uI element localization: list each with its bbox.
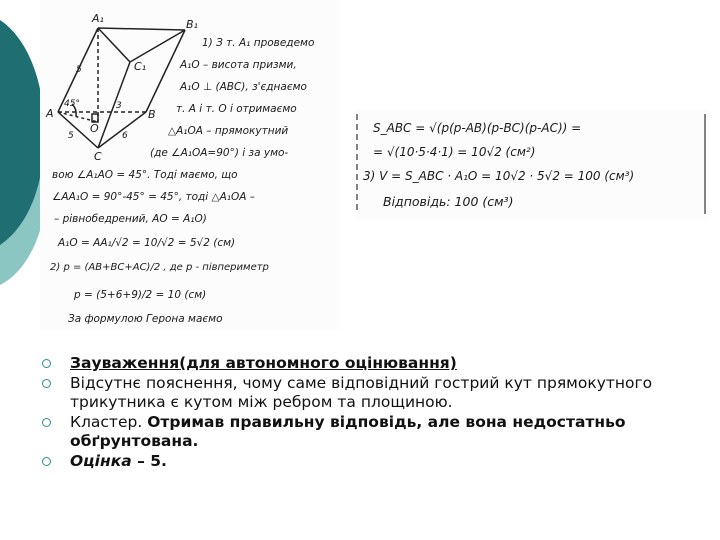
formula-line-3: 3) V = S_ABC · A₁O = 10√2 · 5√2 = 100 (см³): [363, 169, 635, 183]
label-edge-3: 3: [116, 101, 122, 111]
scan-line-4: т. A і т. O і отримаємо: [176, 103, 297, 115]
label-b1: B₁: [186, 18, 198, 31]
scan-line-12: p = (5+6+9)/2 = 10 (см): [74, 289, 207, 301]
notes-list: [42, 354, 712, 472]
note-cluster-verdict: Отримав правильну відповідь, але вона недостатньо обґрунтована.: [70, 413, 626, 450]
grade-value: – 5.: [131, 452, 167, 470]
label-edge-6: 6: [122, 131, 128, 141]
label-angle: 45°: [64, 99, 80, 109]
scan-line-7: вою ∠A₁AO = 45°. Тоді маємо, що: [52, 169, 238, 181]
note-cluster-label: Кластер.: [70, 413, 148, 431]
label-o: O: [90, 122, 99, 135]
formula-line-1: S_ABC = √(p(p-AB)(p-BC)(p-AC)) =: [373, 121, 582, 135]
prism-figure: [58, 28, 185, 148]
scan-line-2: A₁O – висота призми,: [180, 59, 297, 71]
note-item-grade: [42, 452, 712, 471]
label-b: B: [148, 108, 156, 121]
scanned-solution-left: [40, 0, 340, 330]
bullet-circle-icon: [42, 359, 51, 368]
label-edge-5b: 5: [76, 65, 82, 75]
label-a1: A₁: [92, 12, 104, 25]
scan-line-3: A₁O ⊥ (ABC), з'єднаємо: [180, 81, 307, 93]
note-item-explanation: [42, 374, 712, 412]
note-item-cluster: [42, 413, 712, 451]
scan-line-9: – рівнобедрений, AO = A₁O): [54, 213, 207, 225]
handwritten-page: [40, 0, 340, 330]
scan-line-1: 1) З т. A₁ проведемо: [202, 37, 315, 49]
label-a: A: [46, 107, 54, 120]
note-title-item: [42, 354, 712, 373]
bullet-circle-icon: [42, 457, 51, 466]
scan-line-10: A₁O = AA₁/√2 = 10/√2 = 5√2 (см): [58, 237, 236, 249]
label-c1: C₁: [134, 60, 147, 73]
scan-line-11: 2) p = (AB+BC+AC)/2 , де p - півпериметр: [50, 262, 269, 273]
notes-title: Зауваження(для автономного оцінювання): [70, 354, 457, 372]
scan-line-8: ∠AA₁O = 90°-45° = 45°, тоді △A₁OA –: [52, 191, 256, 203]
bullet-circle-icon: [42, 418, 51, 427]
label-c: C: [94, 150, 102, 163]
grade-label: Оцінка: [70, 452, 132, 470]
bullet-circle-icon: [42, 379, 51, 388]
scan-line-6: (де ∠A₁OA=90°) і за умо-: [150, 147, 289, 159]
label-edge-5: 5: [68, 131, 74, 141]
formula-line-4: Відповідь: 100 (см³): [383, 194, 514, 209]
scan-line-13: За формулою Герона маємо: [68, 313, 223, 325]
scan-line-5: △A₁OA – прямокутний: [168, 125, 289, 137]
scanned-solution-right: [355, 110, 710, 220]
formula-line-2: = √(10·5·4·1) = 10√2 (см²): [373, 145, 536, 159]
note-explanation-text: Відсутнє пояснення, чому саме відповідний гострий кут прямокутного трикутника є кутом між ребром та площиною.: [70, 374, 653, 411]
handwritten-formulas: [355, 110, 710, 220]
